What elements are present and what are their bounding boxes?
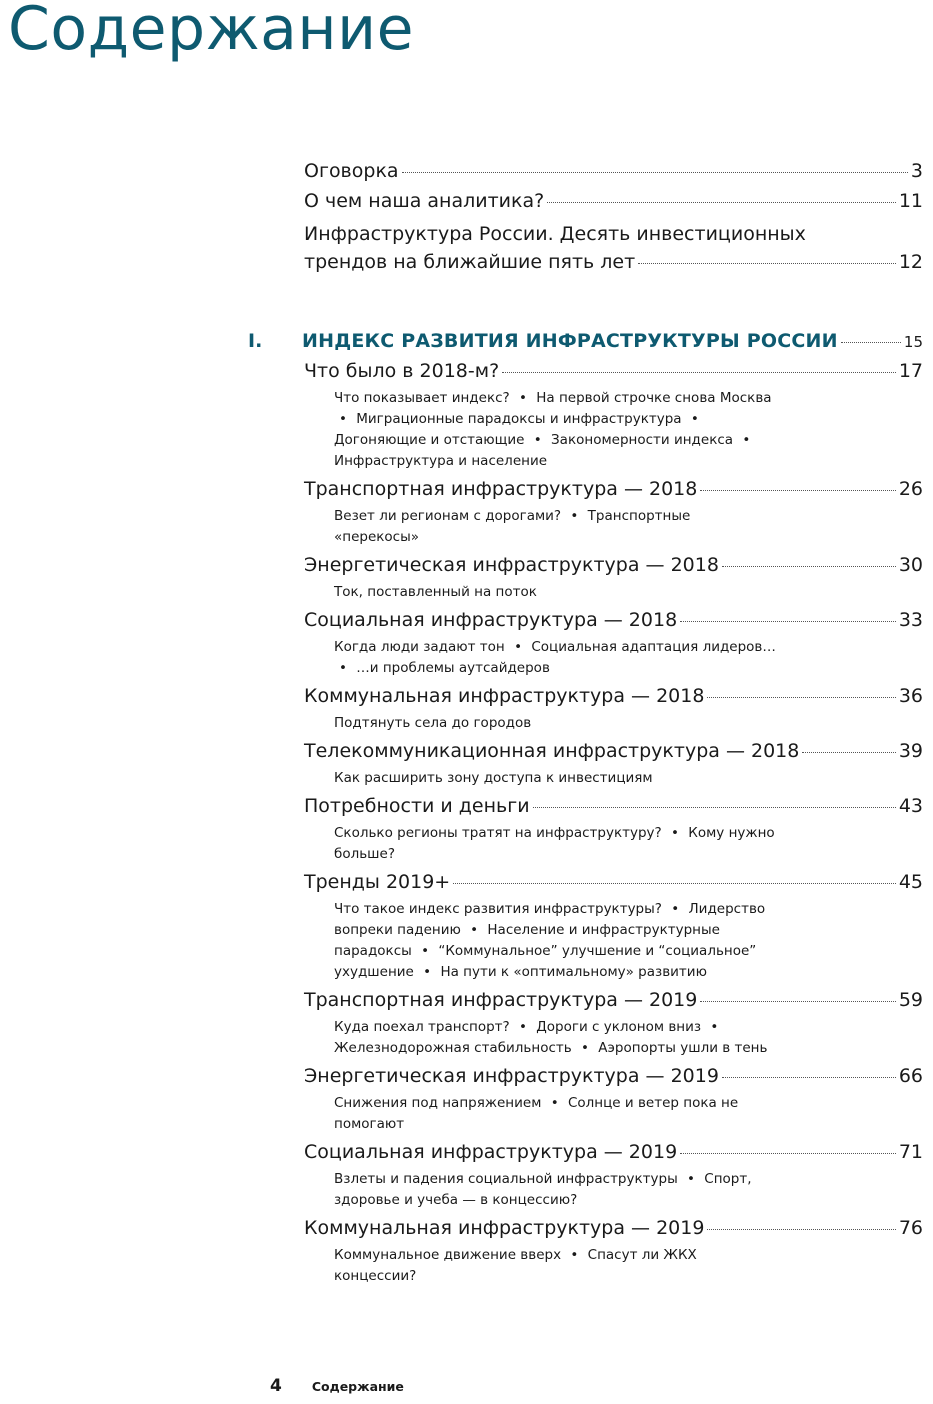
topic-item: Транспортные «перекосы»	[334, 508, 691, 545]
chapter-topics	[334, 823, 779, 865]
toc-entry-page: 3	[910, 160, 923, 182]
bullet-separator: •	[742, 432, 751, 448]
topic-item: На первой строчке снова Москва	[536, 390, 772, 406]
chapter	[304, 795, 923, 865]
chapter	[304, 989, 923, 1059]
chapter-entry[interactable]	[304, 478, 923, 500]
chapter	[304, 1217, 923, 1287]
chapter-entry[interactable]	[304, 871, 923, 893]
bullet-separator: •	[421, 943, 430, 959]
chapter-title: Что было в 2018-м?	[304, 360, 500, 382]
chapter	[304, 685, 923, 734]
page-title: Содержание	[8, 0, 415, 64]
chapter	[304, 478, 923, 548]
bullet-separator: •	[581, 1040, 589, 1056]
dot-leader	[453, 883, 896, 884]
bullet-separator: •	[690, 411, 699, 427]
section-title: ИНДЕКС РАЗВИТИЯ ИНФРАСТРУКТУРЫ РОССИИ	[302, 330, 838, 352]
chapter-page: 36	[898, 685, 923, 707]
topic-item: “Коммунальное” улучшение и “социальное” ухудшение	[334, 943, 757, 980]
topic-item: …и проблемы аутсайдеров	[356, 660, 550, 676]
footer-label: Содержание	[311, 1379, 404, 1394]
bullet-separator: •	[423, 964, 432, 980]
bullet-separator: •	[470, 922, 479, 938]
chapter-entry[interactable]	[304, 989, 923, 1011]
chapter-entry[interactable]	[304, 740, 923, 762]
chapter-entry[interactable]	[304, 795, 923, 817]
section-page: 15	[903, 333, 923, 351]
chapter	[304, 1065, 923, 1135]
bullet-separator: •	[671, 825, 679, 841]
topic-item: Что показывает индекс?	[334, 390, 510, 406]
bullet-separator: •	[339, 660, 347, 676]
toc-entry-page: 11	[898, 190, 923, 212]
dot-leader	[680, 621, 896, 622]
bullet-separator: •	[710, 1019, 719, 1035]
bullet-separator: •	[519, 390, 527, 406]
chapter-page: 39	[898, 740, 923, 762]
topic-item: Снижения под напряжением	[334, 1095, 542, 1111]
dot-leader	[700, 490, 895, 491]
chapter	[304, 1141, 923, 1211]
chapter-page: 76	[898, 1217, 923, 1239]
bullet-separator: •	[550, 1095, 559, 1111]
bullet-separator: •	[671, 901, 680, 917]
topic-item: Спорт, здоровье и учеба — в концессию?	[334, 1171, 752, 1208]
chapter	[304, 609, 923, 679]
dot-leader	[547, 202, 896, 203]
toc-entry[interactable]	[304, 190, 923, 212]
toc-entry-title-line2: трендов на ближайшие пять лет	[304, 251, 636, 273]
dot-leader	[402, 172, 908, 173]
toc-entry-page: 12	[898, 251, 923, 273]
chapter-page: 30	[898, 554, 923, 576]
chapter-page: 59	[898, 989, 923, 1011]
chapter-topics	[334, 1093, 779, 1135]
topic-item: Куда поехал транспорт?	[334, 1019, 510, 1035]
chapter-title: Коммунальная инфраструктура — 2019	[304, 1217, 705, 1239]
chapter	[304, 871, 923, 983]
topic-item: Как расширить зону доступа к инвестициям	[334, 770, 653, 786]
dot-leader	[502, 372, 896, 373]
topic-item: Инфраструктура и население	[334, 453, 548, 469]
chapter-topics	[334, 1017, 779, 1059]
chapter	[304, 554, 923, 603]
toc-entry-title-line1: Инфраструктура России. Десять инвестиционных	[304, 223, 806, 245]
dot-leader	[680, 1153, 896, 1154]
chapter-entry[interactable]	[304, 554, 923, 576]
chapter-topics	[334, 768, 779, 789]
toc-entry[interactable]	[304, 160, 923, 182]
bullet-separator: •	[570, 1247, 579, 1263]
bullet-separator: •	[514, 639, 523, 655]
chapter-page: 26	[898, 478, 923, 500]
dot-leader	[707, 1229, 895, 1230]
chapter-title: Транспортная инфраструктура — 2018	[304, 478, 698, 500]
topic-item: Догоняющие и отстающие	[334, 432, 525, 448]
dot-leader	[707, 697, 895, 698]
topic-item: Коммунальное движение вверх	[334, 1247, 562, 1263]
bullet-separator: •	[518, 1019, 527, 1035]
chapter-page: 45	[898, 871, 923, 893]
dot-leader	[638, 263, 896, 264]
chapter-page: 43	[898, 795, 923, 817]
dot-leader	[841, 342, 901, 343]
topic-item: Сколько регионы тратят на инфраструктуру?	[334, 825, 662, 841]
chapter-title: Транспортная инфраструктура — 2019	[304, 989, 698, 1011]
chapter-title: Тренды 2019+	[304, 871, 451, 893]
chapter-page: 71	[898, 1141, 923, 1163]
chapter-entry[interactable]	[304, 1217, 923, 1239]
footer-page-number: 4	[270, 1376, 282, 1396]
dot-leader	[802, 752, 895, 753]
chapter-topics	[334, 388, 779, 472]
topic-item: Солнце и ветер пока не помогают	[334, 1095, 739, 1132]
chapter-topics	[334, 637, 779, 679]
topic-item: Везет ли регионам с дорогами?	[334, 508, 562, 524]
chapter-entry[interactable]	[304, 1141, 923, 1163]
chapter-topics	[334, 899, 779, 983]
chapter-title: Энергетическая инфраструктура — 2019	[304, 1065, 719, 1087]
chapter-title: Социальная инфраструктура — 2018	[304, 609, 678, 631]
toc-entry[interactable]	[304, 220, 923, 276]
topic-item: Закономерности индекса	[551, 432, 734, 448]
topic-item: Социальная адаптация лидеров…	[531, 639, 776, 655]
topic-item: Спасут ли ЖКХ концессии?	[334, 1247, 697, 1284]
dot-leader	[722, 1077, 896, 1078]
chapter-topics	[334, 713, 779, 734]
topic-item: Подтянуть села до городов	[334, 715, 532, 731]
section-heading[interactable]	[248, 330, 923, 352]
chapter-title: Энергетическая инфраструктура — 2018	[304, 554, 719, 576]
chapter-page: 66	[898, 1065, 923, 1087]
section-number: I.	[248, 330, 263, 352]
chapter-title: Социальная инфраструктура — 2019	[304, 1141, 678, 1163]
chapter-title: Потребности и деньги	[304, 795, 530, 817]
chapter-topics	[334, 1245, 779, 1287]
topic-item: Кому нужно больше?	[334, 825, 775, 862]
bullet-separator: •	[687, 1171, 695, 1187]
chapter-topics	[334, 582, 779, 603]
topic-item: Взлеты и падения социальной инфраструктуры	[334, 1171, 678, 1187]
topic-item: Дороги с уклоном вниз	[536, 1019, 702, 1035]
topic-item: Аэропорты ушли в тень	[598, 1040, 768, 1056]
chapter-topics	[334, 1169, 779, 1211]
chapter	[304, 360, 923, 472]
topic-item: Население и инфраструктурные парадоксы	[334, 922, 720, 959]
topic-item: Железнодорожная стабильность	[334, 1040, 572, 1056]
topic-item: Ток, поставленный на поток	[334, 584, 537, 600]
chapter-topics	[334, 506, 779, 548]
topic-item: Миграционные парадоксы и инфраструктура	[356, 411, 682, 427]
bullet-separator: •	[570, 508, 579, 524]
topic-item: Что такое индекс развития инфраструктуры?	[334, 901, 662, 917]
chapter-title: Телекоммуникационная инфраструктура — 2018	[304, 740, 800, 762]
page-footer	[270, 1376, 404, 1396]
topic-item: На пути к «оптимальному» развитию	[440, 964, 707, 980]
dot-leader	[722, 566, 896, 567]
chapter-entry[interactable]	[304, 685, 923, 707]
chapter-list	[304, 360, 923, 1287]
topic-item: Лидерство вопреки падению	[334, 901, 766, 938]
bullet-separator: •	[533, 432, 542, 448]
table-of-contents	[248, 160, 923, 1287]
chapter-page: 33	[898, 609, 923, 631]
topic-item: Когда люди задают тон	[334, 639, 505, 655]
dot-leader	[533, 807, 896, 808]
toc-entry-title: О чем наша аналитика?	[304, 190, 545, 212]
chapter-entry[interactable]	[304, 1065, 923, 1087]
chapter-entry[interactable]	[304, 360, 923, 382]
chapter-page: 17	[898, 360, 923, 382]
toc-entry-title: Оговорка	[304, 160, 399, 182]
dot-leader	[700, 1001, 895, 1002]
chapter	[304, 740, 923, 789]
bullet-separator: •	[339, 411, 347, 427]
chapter-entry[interactable]	[304, 609, 923, 631]
chapter-title: Коммунальная инфраструктура — 2018	[304, 685, 705, 707]
